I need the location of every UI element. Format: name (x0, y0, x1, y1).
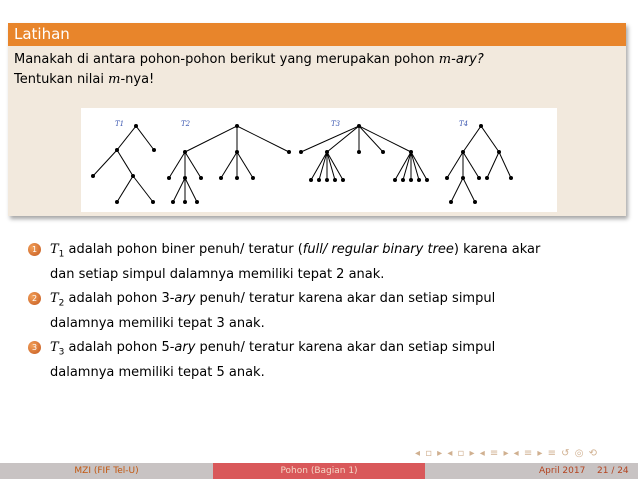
answer-text-line2: dalamnya memiliki tepat 5 anak. (50, 364, 265, 380)
bullet-number: 3 (28, 341, 41, 354)
tree-label-t4: T4 (459, 120, 469, 128)
answer-text-a: adalah pohon biner penuh/ teratur ( (64, 242, 303, 257)
answer-text-italic: ary (174, 340, 196, 355)
footer-right (425, 463, 638, 479)
question-suffix-2: -nya! (120, 72, 155, 87)
tree-label-t2: T2 (181, 120, 191, 128)
question-text: Manakah di antara pohon-pohon berikut yang merupakan pohon (14, 52, 439, 67)
tree-subscript: 1 (58, 249, 65, 260)
answer-text-2 (50, 289, 495, 334)
footer-date: April 2017 (539, 466, 586, 476)
tree-symbol: T (50, 340, 59, 355)
answer-text-c: penuh/ teratur karena akar dan setiap simpul (195, 291, 496, 306)
footer-page: 21 / 24 (597, 466, 629, 476)
answer-text-italic: ary (174, 291, 196, 306)
question-text-2: Tentukan nilai (14, 72, 109, 87)
question-line-2 (14, 72, 154, 87)
answer-text-italic: full/ regular binary tree (302, 242, 454, 257)
answer-text-a: adalah pohon 5- (64, 340, 175, 355)
footer (0, 463, 638, 479)
footer-author: MZI (FIF Tel-U) (0, 463, 213, 479)
answer-text-a: adalah pohon 3- (64, 291, 175, 306)
answer-text-c: penuh/ teratur karena akar dan setiap simpul (195, 340, 496, 355)
tree-label-t3: T3 (331, 120, 341, 128)
trees-diagram (81, 108, 557, 212)
question-variable: m (438, 52, 452, 67)
tree-symbol: T (50, 291, 59, 306)
tree-symbol: T (50, 242, 59, 257)
bullet-number: 1 (28, 243, 41, 256)
answer-text-3 (50, 338, 495, 383)
question-suffix: -ary? (451, 52, 484, 67)
tree-label-t1: T1 (115, 120, 125, 128)
question-variable-2: m (108, 72, 121, 87)
answer-text-c: ) karena akar (453, 242, 541, 257)
tree-subscript: 3 (58, 347, 65, 358)
answer-text-line2: dan setiap simpul dalamnya memiliki tepat 2 anak. (50, 266, 385, 282)
footer-topic: Pohon (Bagian 1) (213, 463, 425, 479)
block-title: Latihan (8, 23, 626, 46)
answer-text-1 (50, 240, 540, 285)
question-line-1 (14, 52, 484, 67)
tree-subscript: 2 (58, 298, 65, 309)
bullet-number: 2 (28, 292, 41, 305)
answer-text-line2: dalamnya memiliki tepat 3 anak. (50, 315, 265, 331)
beamer-navigation[interactable]: ◂ ▫ ▸ ◂ ▫ ▸ ◂ ≡ ▸ ◂ ≡ ▸ ≡ ↺ ◎ ⟲ (415, 448, 599, 459)
trees-figure (81, 108, 557, 212)
